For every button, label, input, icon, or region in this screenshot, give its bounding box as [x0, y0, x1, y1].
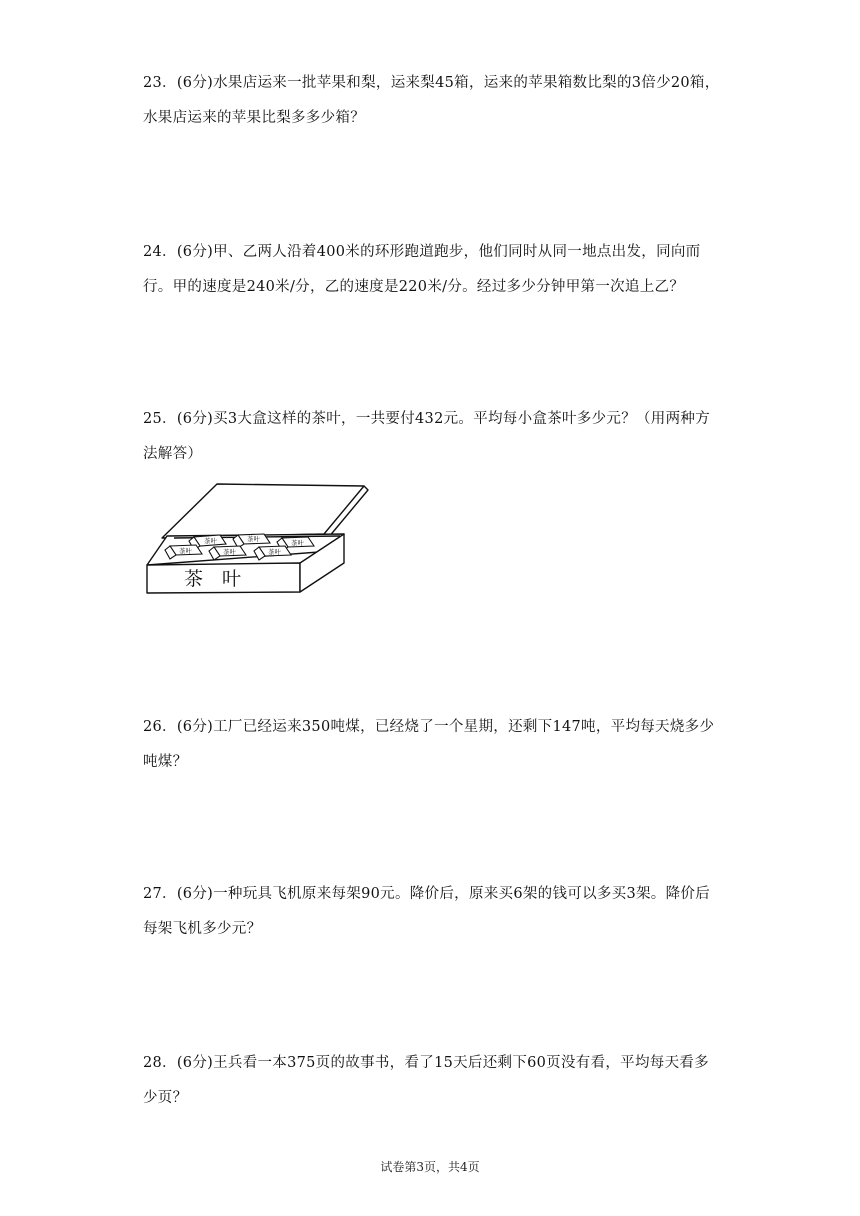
tea-box-label: 茶 叶	[184, 568, 242, 590]
tea-box-lid	[162, 484, 364, 538]
question-25: 25．(6分)买3大盒这样的茶叶，一共要付432元。平均每小盒茶叶多少元？（用两种方法解答）	[143, 411, 710, 462]
page-footer: 试卷第3页，共4页	[380, 1160, 480, 1174]
small-box-label: 茶叶	[179, 547, 192, 555]
small-tea-box	[254, 546, 291, 560]
question-28: 28．(6分)王兵看一本375页的故事书，看了15天后还剩下60页没有看，平均每天看多少页？	[143, 1055, 709, 1106]
small-box-label: 茶叶	[204, 537, 217, 545]
small-box-label: 茶叶	[268, 548, 281, 556]
question-27: 27．(6分)一种玩具飞机原来每架90元。降价后，原来买6架的钱可以多买3架。降价后每架飞机多少元？	[143, 886, 710, 937]
small-box-label: 茶叶	[247, 535, 260, 543]
question-23: 23．(6分)水果店运来一批苹果和梨，运来梨45箱，运来的苹果箱数比梨的3倍少20箱，水果店运来的苹果比梨多多少箱？	[143, 75, 720, 126]
small-box-label: 茶叶	[291, 539, 304, 547]
question-26: 26．(6分)工厂已经运来350吨煤，已经烧了一个星期，还剩下147吨，平均每天烧多少吨煤？	[143, 719, 715, 770]
question-24: 24．(6分)甲、乙两人沿着400米的环形跑道跑步，他们同时从同一地点出发，同向而行。甲的速度是240米/分，乙的速度是220米/分。经过多少分钟甲第一次追上乙？	[143, 244, 701, 295]
tea-box-illustration	[142, 478, 370, 598]
small-box-label: 茶叶	[223, 548, 236, 556]
